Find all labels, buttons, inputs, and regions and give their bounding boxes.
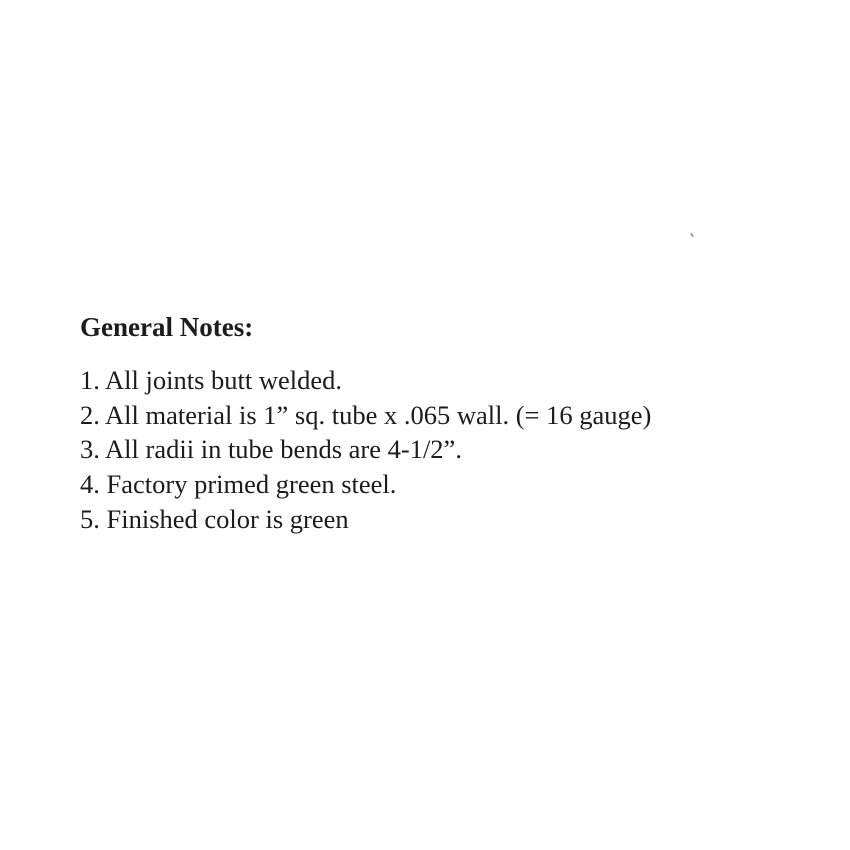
general-notes-heading: General Notes:: [80, 312, 254, 342]
scan-speck: [690, 233, 694, 237]
note-item-1: 1. All joints butt welded.: [80, 365, 343, 396]
note-item-3: 3. All radii in tube bends are 4-1/2”.: [80, 434, 462, 465]
note-item-2: 2. All material is 1” sq. tube x .065 wall. (= 16 gauge): [80, 399, 652, 430]
general-notes-list: [80, 363, 820, 537]
note-item-4: 4. Factory primed green steel.: [80, 469, 397, 500]
general-notes-block: [80, 312, 820, 537]
note-item-5: 5. Finished color is green: [80, 503, 349, 534]
